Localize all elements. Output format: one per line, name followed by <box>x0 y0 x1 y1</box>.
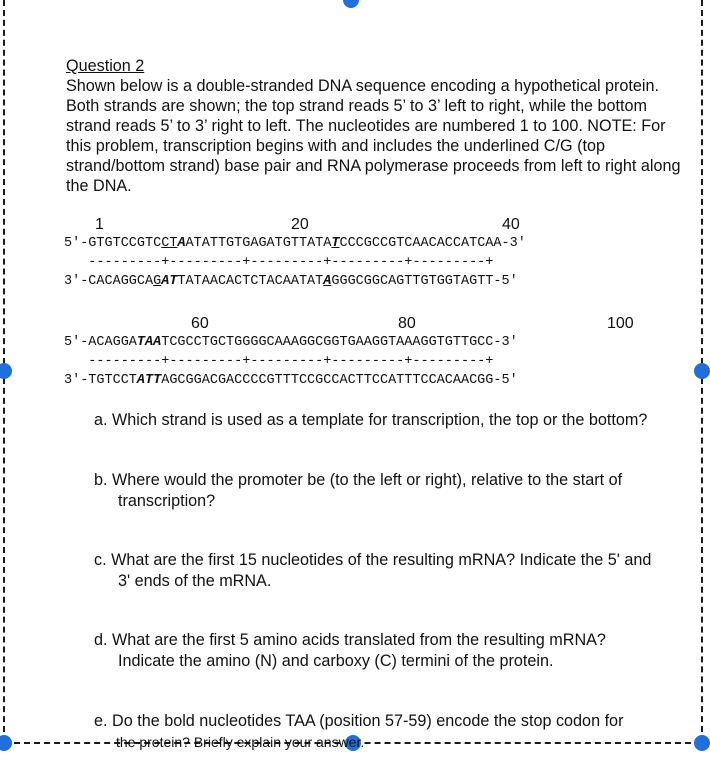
part-text: Which strand is used as a template for transcription, the top or the bottom? <box>112 411 648 429</box>
part-a <box>94 410 694 431</box>
part-label: d. <box>94 631 108 649</box>
part-text: What are the first 5 amino acids translated from the resulting mRNA? <box>112 631 606 649</box>
part-text: What are the first 15 nucleotides of the resulting mRNA? Indicate the 5' and <box>111 551 652 569</box>
question-title: Question 2 <box>66 57 145 75</box>
ruler-label-40: 40 <box>502 216 520 233</box>
top-strand-1: 5'-GTGTCCGTCCTAATATTGTGAGATGTTATATCCCGCCGTCAACACCATCAA-3' <box>64 236 526 251</box>
strand-divider-2: ---------+---------+---------+---------+---------+ <box>64 354 494 369</box>
ruler-label-100: 100 <box>607 315 634 332</box>
resize-handle-left[interactable] <box>0 363 12 379</box>
part-text-cont: 3' ends of the mRNA. <box>118 572 272 590</box>
part-text: Do the bold nucleotides TAA (position 57-59) encode the stop codon for <box>112 712 624 730</box>
part-e-cut-off-line: the protein? Briefly explain your answer. <box>116 734 365 750</box>
resize-handle-bottom-right[interactable] <box>694 735 710 751</box>
part-text-cont: transcription? <box>118 492 216 510</box>
ruler-label-20: 20 <box>291 216 309 233</box>
part-d <box>94 630 694 672</box>
ruler-label-60: 60 <box>191 315 209 332</box>
part-e <box>94 711 694 732</box>
part-label: a. <box>94 411 108 429</box>
bottom-strand-2: 3'-TGTCCTATTAGCGGACGACCCCGTTTCCGCCACTTCCATTTCCACAACGG-5' <box>64 373 518 388</box>
ruler-label-1: 1 <box>95 216 104 233</box>
part-label: b. <box>94 471 108 489</box>
strand-divider-1: ---------+---------+---------+---------+---------+ <box>64 255 494 270</box>
part-label: e. <box>94 712 108 730</box>
part-text: Where would the promoter be (to the left or right), relative to the start of <box>112 471 623 489</box>
bottom-strand-1: 3'-CACAGGCAGATTATAACACTCTACAATATAGGGCGGCAGTTGTGGTAGTT-5' <box>64 274 518 289</box>
part-label: c. <box>94 551 107 569</box>
part-c <box>94 550 694 592</box>
part-b <box>94 470 694 512</box>
top-strand-2: 5'-ACAGGATAATCGCCTGCTGGGGCAAAGGCGGTGAAGGTAAAGGTGTTGCC-3' <box>64 335 518 350</box>
question-block <box>66 56 686 196</box>
resize-handle-bottom-left[interactable] <box>0 735 12 751</box>
ruler-label-80: 80 <box>398 315 416 332</box>
resize-handle-right[interactable] <box>694 363 710 379</box>
question-intro: Shown below is a double-stranded DNA sequence encoding a hypothetical protein. Both strands are shown; the top strand reads 5’ to 3’ left to right, while the bottom strand reads 5’ to 3’ right to left. The nucleotides are numbered 1 to 100. NOTE: For this problem, transcription begins with and includes the underlined C/G (top strand/bottom strand) base pair and RNA polymerase proceeds from left to right along the DNA. <box>66 77 681 195</box>
part-text-cont: Indicate the amino (N) and carboxy (C) termini of the protein. <box>118 652 554 670</box>
resize-handle-top[interactable] <box>343 0 359 8</box>
